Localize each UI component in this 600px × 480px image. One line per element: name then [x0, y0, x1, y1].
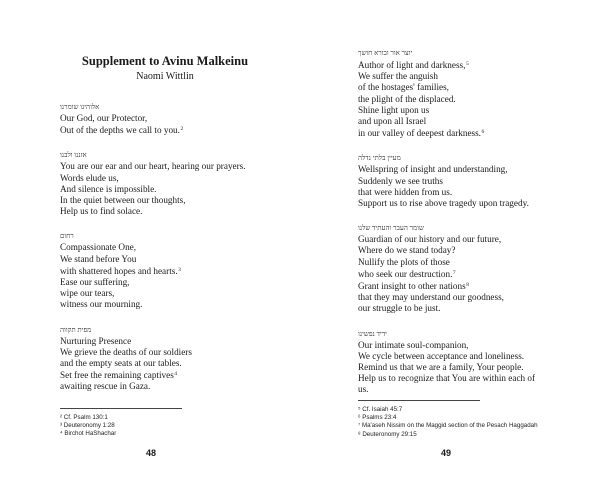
verse-line	[60, 369, 270, 381]
page-title: Supplement to Avinu Malkeinu	[81, 54, 249, 68]
stanza	[60, 102, 270, 136]
verse-line	[358, 384, 572, 395]
verse-text: Our God, our Protector,	[60, 113, 148, 123]
verse-text: And silence is impossible.	[60, 183, 157, 194]
footnote: ² Cf. Psalm 130:1	[60, 414, 108, 421]
stanza	[60, 150, 270, 217]
verse-text: We stand before You	[60, 253, 137, 264]
verse-text: In the quiet between our thoughts,	[60, 195, 186, 206]
verse-line	[60, 254, 270, 265]
hebrew-heading: מפית תקווה	[60, 325, 92, 334]
verse-text: our struggle to be just.	[358, 303, 441, 314]
verse-line	[60, 161, 270, 172]
verse-text: Compassionate One,	[60, 242, 137, 253]
verse-line	[358, 82, 572, 93]
verse-line	[358, 303, 572, 314]
verse-line	[358, 105, 572, 116]
verse-line	[358, 164, 572, 175]
verse-line	[60, 173, 270, 184]
verse-text: us.	[358, 384, 369, 395]
verse-text: Guardian of our history and our future,	[358, 234, 502, 245]
footnote-marker: 6	[481, 129, 485, 136]
verse-line	[358, 94, 572, 105]
verse-line	[60, 347, 270, 358]
verse-line	[358, 280, 572, 292]
verse-line	[358, 351, 572, 362]
verse-line	[358, 127, 572, 139]
verse-text: Grant insight to other nations	[358, 281, 466, 292]
author-name: Naomi Wittlin	[136, 71, 194, 82]
footnote: ³ Deuteronomy 1:28	[60, 422, 115, 430]
verse-line	[60, 242, 270, 253]
verse-line	[358, 268, 572, 280]
page-number: 48	[146, 448, 157, 458]
stanza	[358, 329, 572, 396]
verse-text: We cycle between acceptance and loneliness.	[358, 350, 525, 361]
verse-text: Support us to rise above tragedy upon tragedy.	[358, 198, 529, 209]
page-number: 49	[441, 448, 452, 458]
stanza-list	[60, 102, 270, 393]
verse-line	[60, 113, 270, 124]
verse-line	[60, 206, 270, 217]
hebrew-heading: אלוהינו שומרנו	[60, 103, 100, 111]
hebrew-heading: אזננו ולבנו	[60, 151, 87, 160]
verse-line	[358, 59, 572, 71]
verse-line	[60, 381, 270, 392]
footnote-marker: 3	[178, 266, 181, 273]
verse-line	[358, 71, 572, 82]
verse-text: and upon all Israel	[358, 116, 427, 127]
verse-line	[358, 373, 572, 384]
verse-text: who seek our destruction.	[358, 268, 453, 279]
stanza	[60, 325, 270, 393]
footnote-marker: 2	[180, 126, 184, 133]
footnote-marker: 5	[465, 61, 469, 67]
verse-line	[60, 299, 270, 310]
verse-text: the plight of the displaced.	[358, 93, 456, 104]
stanza	[358, 153, 572, 209]
hebrew-heading: שומר העבר והעתיד שלנו	[358, 224, 424, 233]
footnote: ⁶ Psalms 23:4	[358, 414, 397, 422]
verse-text: witness our mourning.	[60, 299, 143, 310]
verse-text: We suffer the anguish	[358, 71, 438, 82]
verse-text: Words elude us,	[60, 172, 119, 183]
stanza	[358, 223, 572, 314]
verse-text: Suddenly we see truths	[358, 175, 443, 186]
footnotes	[358, 406, 538, 439]
verse-text: Ease our suffering,	[60, 277, 130, 288]
verse-line	[358, 234, 572, 245]
footnotes	[60, 414, 116, 439]
verse-line	[60, 288, 270, 299]
verse-line	[60, 336, 270, 347]
verse-text: wipe our tears,	[60, 288, 115, 299]
verse-text: Nurturing Presence	[60, 335, 132, 346]
hebrew-heading: ידיד נפשינו	[358, 329, 387, 338]
footnote-marker: 7	[452, 269, 456, 276]
verse-line	[358, 340, 572, 351]
verse-text: awaiting rescue in Gaza.	[60, 381, 151, 392]
verse-text: Help us to recognize that You are within each of	[358, 373, 536, 384]
verse-text: Nullify the plots of those	[358, 256, 450, 267]
footnote: ⁴ Birchot HaShachar	[60, 430, 117, 438]
verse-line	[358, 176, 572, 187]
verse-text: that were hidden from us.	[358, 186, 453, 197]
verse-text: Our intimate soul-companion,	[358, 339, 469, 350]
verse-text: Shine light upon us	[358, 104, 430, 115]
footnote-marker: 4	[174, 371, 178, 378]
verse-line	[358, 187, 572, 198]
verse-text: that they may understand our goodness,	[358, 292, 504, 303]
stanza	[60, 231, 270, 310]
verse-text: We grieve the deaths of our soldiers	[60, 346, 192, 357]
verse-line	[60, 184, 270, 195]
stanza	[358, 48, 572, 139]
hebrew-heading: יוצר אור ובורא חושך	[358, 49, 413, 57]
verse-line	[358, 292, 572, 303]
stanza-list	[358, 48, 572, 396]
verse-text: Where do we stand today?	[358, 245, 456, 256]
hebrew-heading: מעיין בלתי נדלה	[358, 154, 401, 163]
hebrew-heading: רחום	[60, 232, 74, 241]
verse-line	[60, 277, 270, 288]
verse-text: Help us to find solace.	[60, 206, 143, 217]
verse-line	[60, 124, 270, 136]
verse-text: Set free the remaining captives	[60, 370, 174, 381]
footnote-divider	[60, 408, 182, 409]
verse-line	[358, 362, 572, 373]
verse-text: Wellspring of insight and understanding,	[358, 164, 508, 175]
verse-line	[358, 245, 572, 256]
footnote: ⁷ Ma'aseh Nissim on the Maggid section of the Pesach Haggadah	[358, 422, 538, 430]
footnote: ⁵ Cf. Isaiah 45:7	[358, 406, 403, 413]
verse-text: Remind us that we are a family, Your people.	[358, 362, 524, 373]
verse-text: in our valley of deepest darkness.	[358, 128, 481, 139]
footnote-divider	[358, 400, 480, 401]
verse-text: and the empty seats at our tables.	[60, 358, 182, 369]
verse-line	[60, 358, 270, 369]
verse-line	[358, 116, 572, 127]
footnote-marker: 8	[466, 282, 469, 289]
verse-line	[358, 198, 572, 209]
footnote: ⁸ Deuteronomy 29:15	[358, 430, 417, 438]
verse-line	[60, 265, 270, 277]
verse-line	[60, 195, 270, 206]
verse-text: Author of light and darkness,	[358, 60, 466, 70]
verse-line	[358, 257, 572, 268]
verse-text: with shattered hopes and hearts.	[60, 265, 178, 276]
verse-text: of the hostages' families,	[358, 82, 449, 93]
verse-text: Out of the depths we call to you.	[60, 125, 180, 136]
verse-text: You are our ear and our heart, hearing our prayers.	[60, 161, 246, 172]
